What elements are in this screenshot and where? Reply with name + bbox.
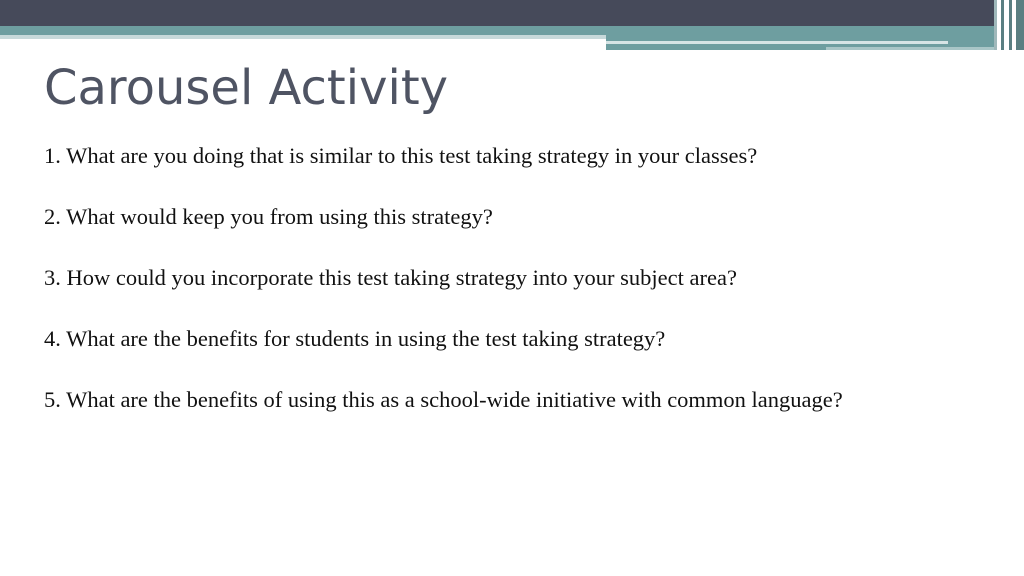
question-list [44,140,984,445]
question-item: 1. What are you doing that is similar to this test taking strategy in your classes? [44,143,758,168]
question-item: 2. What would keep you from using this strategy? [44,204,493,229]
question-item: 3. How could you incorporate this test taking strategy into your subject area? [44,265,737,290]
header-corner-stripes [994,0,1024,50]
slide-title: Carousel Activity [44,60,449,116]
header-band-light [0,35,606,39]
header-band-teal [0,26,1024,35]
header-band-step-bottom [826,47,1006,50]
question-item: 4. What are the benefits for students in using the test taking strategy? [44,326,666,351]
header-band-dark [0,0,1024,26]
question-item: 5. What are the benefits of using this as a school-wide initiative with common language? [44,387,843,412]
header-band-step-highlight [606,41,948,44]
